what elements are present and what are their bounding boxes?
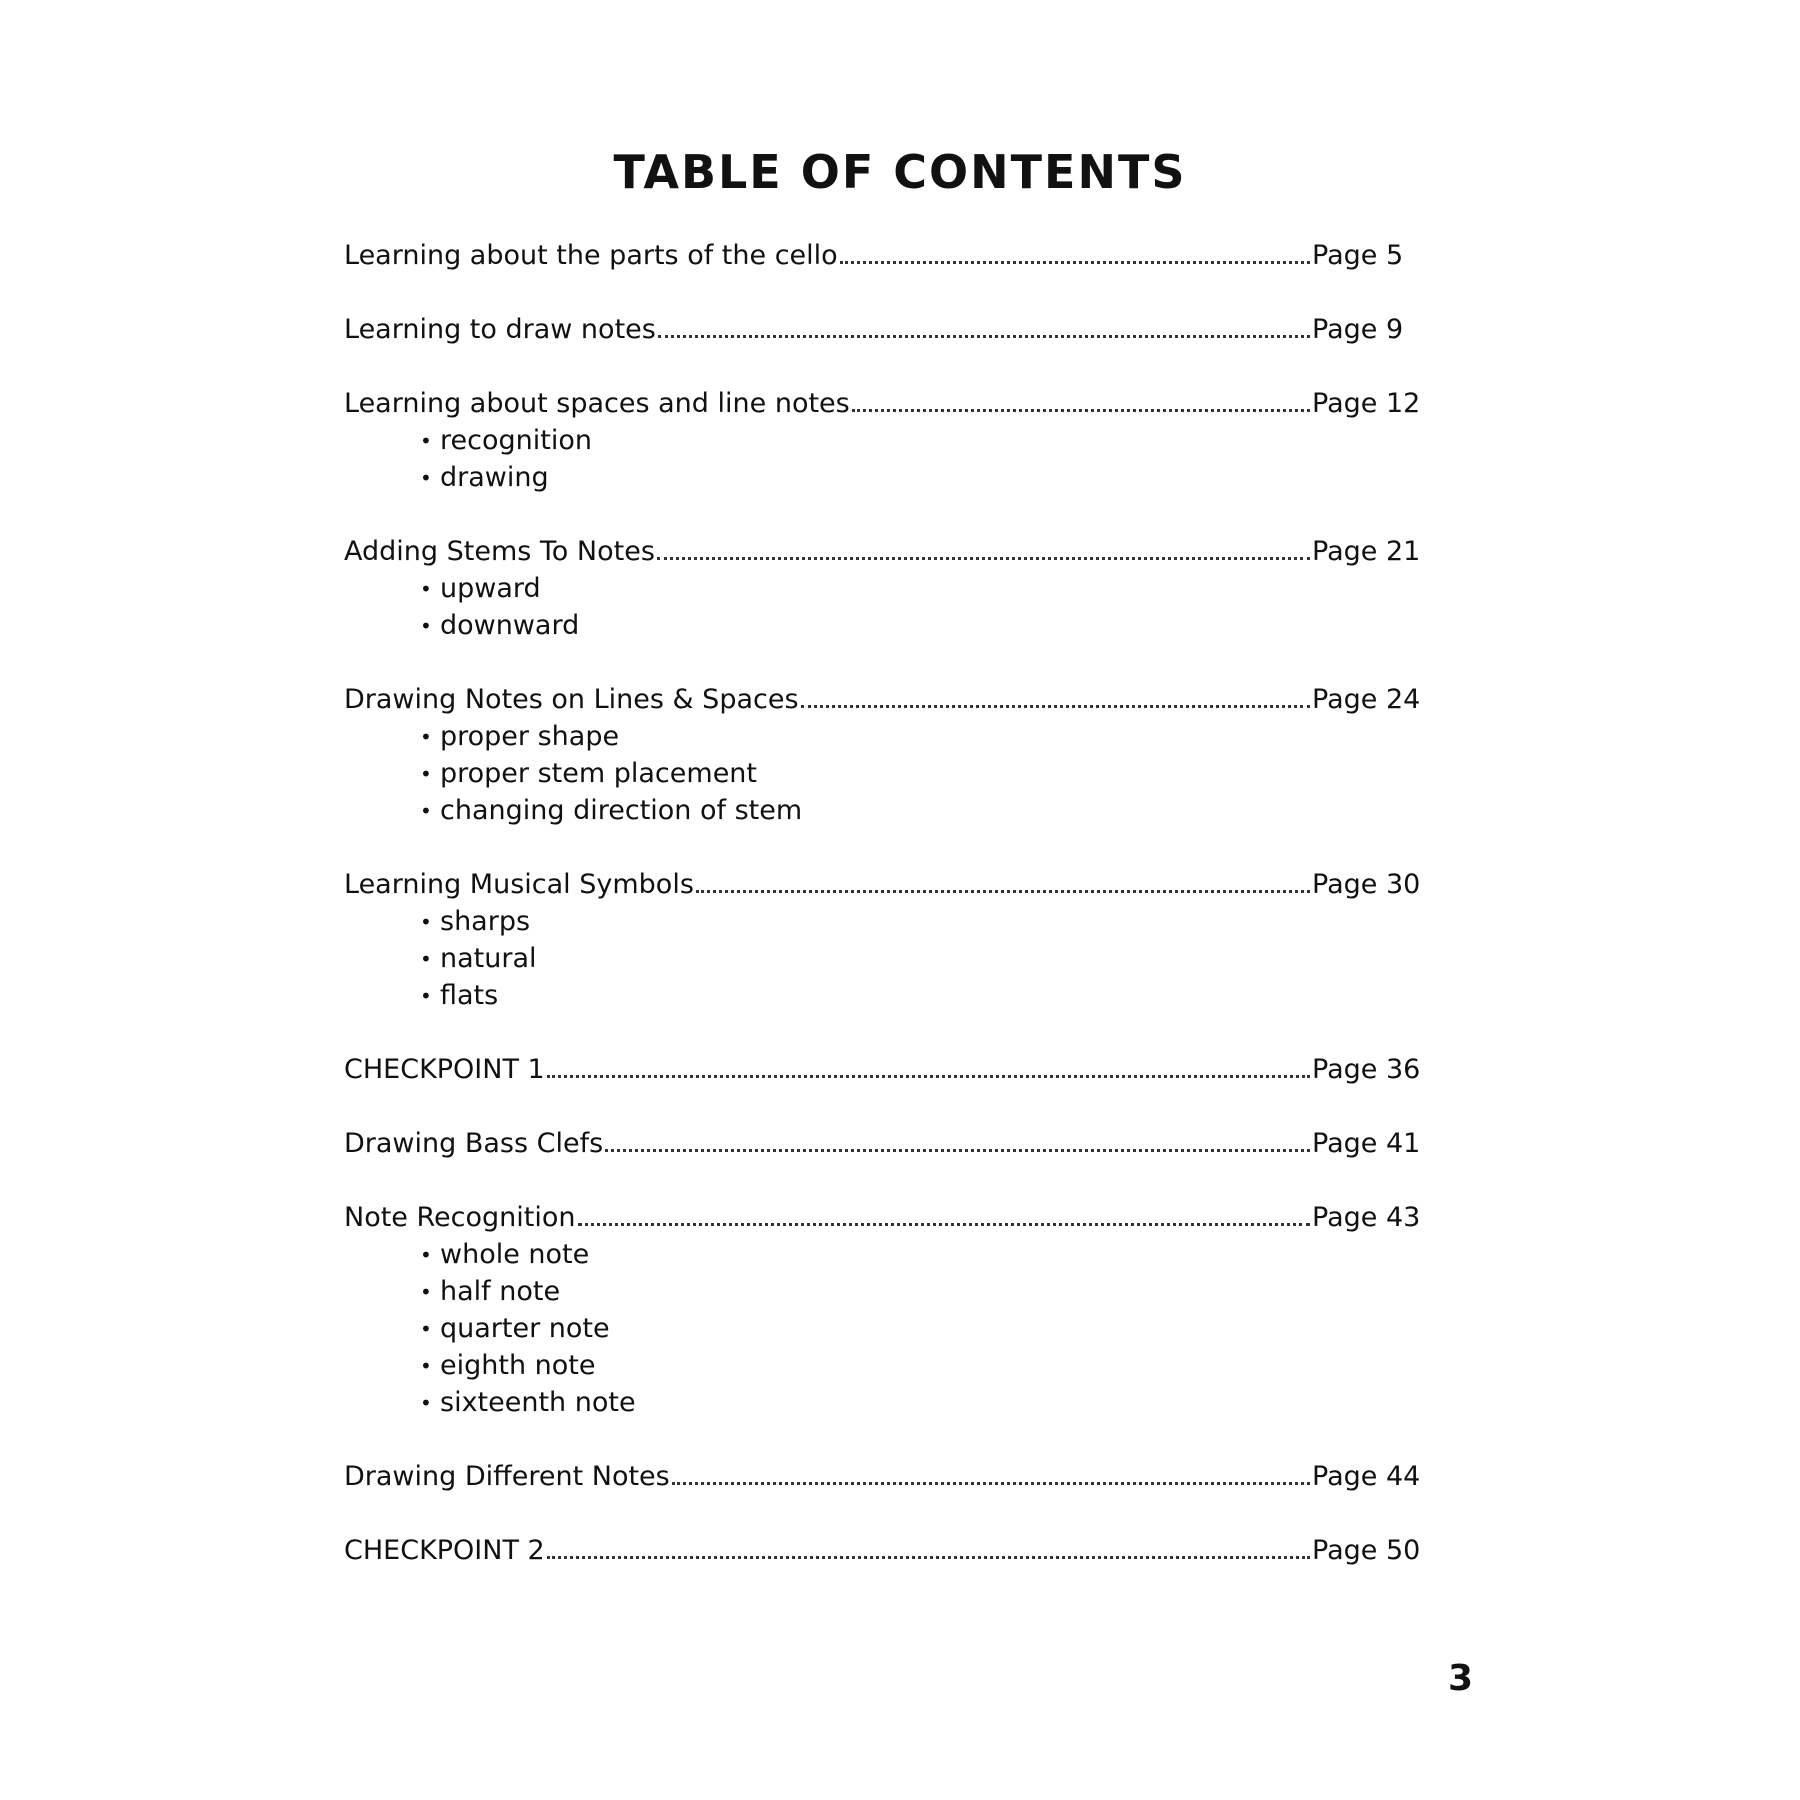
bullet-icon: • xyxy=(420,1391,432,1415)
toc-subitem xyxy=(420,607,1422,644)
toc-entry-line xyxy=(344,866,1422,903)
toc-entry-line xyxy=(344,533,1422,570)
page-number: 3 xyxy=(1448,1658,1474,1699)
page-title: TABLE OF CONTENTS xyxy=(613,145,1187,199)
toc-subitem-label: half note xyxy=(440,1276,561,1307)
toc-subitem-list xyxy=(344,903,1422,1014)
bullet-icon: • xyxy=(420,725,432,749)
toc-entry-page: Page 43 xyxy=(1312,1202,1421,1233)
toc-entry-page: Page 5 xyxy=(1312,240,1404,271)
toc-subitem xyxy=(420,1384,1422,1421)
toc-entry-line xyxy=(344,1458,1422,1495)
dot-leader xyxy=(801,705,1310,708)
dot-leader xyxy=(840,261,1310,264)
toc-subitem xyxy=(420,755,1422,792)
toc-subitem-list xyxy=(344,570,1422,644)
toc-entry-line xyxy=(344,311,1422,348)
bullet-icon: • xyxy=(420,910,432,934)
toc-subitem-label: quarter note xyxy=(440,1313,610,1344)
toc-subitem xyxy=(420,903,1422,940)
toc-entry xyxy=(344,1051,1422,1088)
toc-subitem xyxy=(420,459,1422,496)
toc-entry-label: Note Recognition xyxy=(344,1202,576,1233)
toc-entry-page: Page 50 xyxy=(1312,1535,1421,1566)
toc-subitem xyxy=(420,1273,1422,1310)
bullet-icon: • xyxy=(420,614,432,638)
toc-subitem-label: proper stem placement xyxy=(440,758,757,789)
toc-entry xyxy=(344,866,1422,1014)
dot-leader xyxy=(696,890,1310,893)
toc-subitem-list xyxy=(344,1236,1422,1421)
dot-leader xyxy=(605,1149,1310,1152)
toc-entry-page: Page 12 xyxy=(1312,388,1421,419)
toc-subitem-label: whole note xyxy=(440,1239,590,1270)
toc-subitem-label: eighth note xyxy=(440,1350,596,1381)
toc-subitem-label: proper shape xyxy=(440,721,620,752)
toc-entry-line xyxy=(344,1125,1422,1162)
toc-subitem-label: sharps xyxy=(440,906,531,937)
toc-entry-line xyxy=(344,1051,1422,1088)
toc-subitem xyxy=(420,1236,1422,1273)
toc-subitem-label: natural xyxy=(440,943,537,974)
toc-entry-page: Page 24 xyxy=(1312,684,1421,715)
toc-subitem xyxy=(420,570,1422,607)
dot-leader xyxy=(578,1223,1311,1226)
toc-entry-label: CHECKPOINT 1 xyxy=(344,1054,545,1085)
toc-entry xyxy=(344,237,1422,274)
toc-entry-label: CHECKPOINT 2 xyxy=(344,1535,545,1566)
dot-leader xyxy=(852,409,1310,412)
toc-subitem xyxy=(420,1310,1422,1347)
bullet-icon: • xyxy=(420,1280,432,1304)
dot-leader xyxy=(547,1075,1310,1078)
dot-leader xyxy=(672,1482,1310,1485)
toc-subitem-label: downward xyxy=(440,610,580,641)
bullet-icon: • xyxy=(420,762,432,786)
toc-entry-page: Page 30 xyxy=(1312,869,1421,900)
toc-entry-label: Drawing Notes on Lines & Spaces xyxy=(344,684,799,715)
toc-subitem xyxy=(420,1347,1422,1384)
toc-entry xyxy=(344,311,1422,348)
toc-entry-label: Drawing Bass Clefs xyxy=(344,1128,604,1159)
toc-entry xyxy=(344,681,1422,829)
toc-entry-line xyxy=(344,681,1422,718)
dot-leader xyxy=(658,335,1310,338)
toc-subitem-label: sixteenth note xyxy=(440,1387,636,1418)
toc-entry xyxy=(344,1532,1422,1569)
bullet-icon: • xyxy=(420,466,432,490)
toc-subitem-label: recognition xyxy=(440,425,592,456)
toc-subitem-label: changing direction of stem xyxy=(440,795,803,826)
bullet-icon: • xyxy=(420,577,432,601)
toc-entry-label: Learning about spaces and line notes xyxy=(344,388,850,419)
dot-leader xyxy=(547,1556,1310,1559)
bullet-icon: • xyxy=(420,947,432,971)
toc-subitem-list xyxy=(344,718,1422,829)
toc-entry-line xyxy=(344,385,1422,422)
toc-entry xyxy=(344,385,1422,496)
bullet-icon: • xyxy=(420,1354,432,1378)
bullet-icon: • xyxy=(420,799,432,823)
toc-entry-line xyxy=(344,1199,1422,1236)
toc-entry-page: Page 44 xyxy=(1312,1461,1421,1492)
table-of-contents xyxy=(344,237,1422,1606)
dot-leader xyxy=(657,557,1310,560)
toc-entry-line xyxy=(344,237,1422,274)
toc-entry-page: Page 36 xyxy=(1312,1054,1421,1085)
toc-subitem-list xyxy=(344,422,1422,496)
toc-entry-label: Adding Stems To Notes xyxy=(344,536,655,567)
toc-subitem-label: flats xyxy=(440,980,499,1011)
toc-subitem xyxy=(420,792,1422,829)
toc-entry-label: Drawing Different Notes xyxy=(344,1461,670,1492)
bullet-icon: • xyxy=(420,1317,432,1341)
toc-subitem-label: drawing xyxy=(440,462,549,493)
toc-entry-page: Page 9 xyxy=(1312,314,1404,345)
toc-subitem xyxy=(420,977,1422,1014)
bullet-icon: • xyxy=(420,984,432,1008)
bullet-icon: • xyxy=(420,429,432,453)
toc-subitem xyxy=(420,940,1422,977)
toc-entry xyxy=(344,1458,1422,1495)
toc-subitem xyxy=(420,422,1422,459)
toc-entry-label: Learning to draw notes xyxy=(344,314,656,345)
toc-entry xyxy=(344,1125,1422,1162)
toc-entry-label: Learning about the parts of the cello xyxy=(344,240,838,271)
toc-subitem xyxy=(420,718,1422,755)
toc-entry-page: Page 21 xyxy=(1312,536,1421,567)
toc-entry-label: Learning Musical Symbols xyxy=(344,869,694,900)
toc-subitem-label: upward xyxy=(440,573,541,604)
toc-entry xyxy=(344,533,1422,644)
bullet-icon: • xyxy=(420,1243,432,1267)
toc-entry-page: Page 41 xyxy=(1312,1128,1421,1159)
toc-entry-line xyxy=(344,1532,1422,1569)
toc-entry xyxy=(344,1199,1422,1421)
